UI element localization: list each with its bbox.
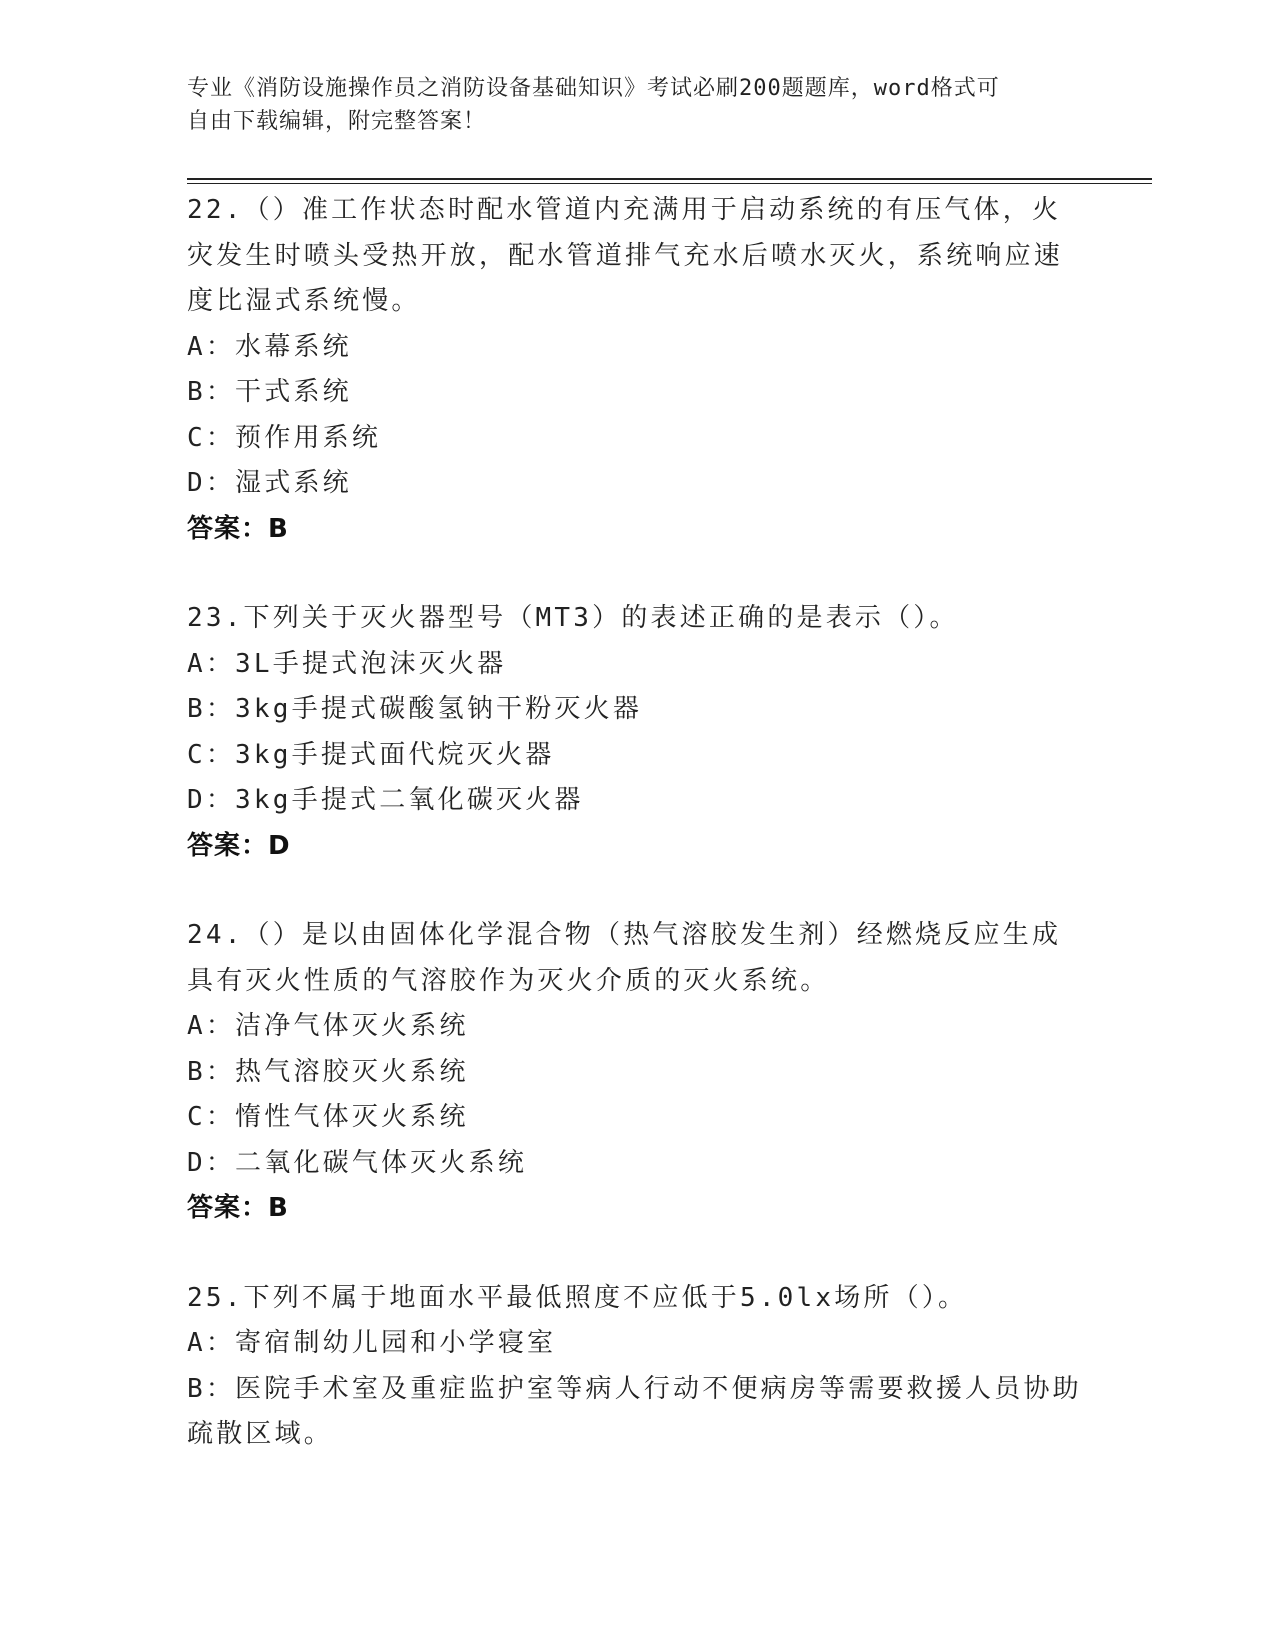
document-header xyxy=(187,72,1067,138)
answer-label: 答案：B xyxy=(187,513,289,544)
option-c: C：惰性气体灭火系统 xyxy=(187,1102,469,1132)
answer-label: 答案：D xyxy=(187,830,291,861)
question-text: 24.（）是以由固体化学混合物（热气溶胶发生剂）经燃烧反应生成具有灭火性质的气溶胶作为灭火介质的灭火系统。 xyxy=(187,920,1062,996)
question-text: 25.下列不属于地面水平最低照度不应低于5.0lx场所（）。 xyxy=(187,1282,968,1313)
header-line-1: 专业《消防设施操作员之消防设备基础知识》考试必刷200题题库，word格式可 xyxy=(187,76,1000,101)
header-divider-thin xyxy=(187,183,1152,184)
spacer xyxy=(187,552,1087,596)
option-d: D：湿式系统 xyxy=(187,468,352,498)
option-a: A：水幕系统 xyxy=(187,331,352,362)
question-25 xyxy=(187,1276,1087,1458)
option-d: D：3kg手提式二氧化碳灭火器 xyxy=(187,785,584,815)
header-line-2: 自由下载编辑，附完整答案！ xyxy=(187,109,487,134)
answer-label: 答案：B xyxy=(187,1193,289,1223)
option-c: C：3kg手提式面代烷灭火器 xyxy=(187,739,555,770)
header-divider-thick xyxy=(187,178,1152,180)
option-b: B：医院手术室及重症监护室等病人行动不便病房等需要救援人员协助疏散区域。 xyxy=(187,1373,1082,1449)
question-24 xyxy=(187,913,1087,1232)
option-b: B：热气溶胶灭火系统 xyxy=(187,1056,469,1087)
option-b: B：3kg手提式碳酸氢钠干粉灭火器 xyxy=(187,694,643,724)
option-a: A：3L手提式泡沫灭火器 xyxy=(187,648,507,679)
question-text: 23.下列关于灭火器型号（MT3）的表述正确的是表示（）。 xyxy=(187,603,959,633)
spacer xyxy=(187,869,1087,913)
option-d: D：二氧化碳气体灭火系统 xyxy=(187,1147,528,1178)
option-a: A：寄宿制幼儿园和小学寝室 xyxy=(187,1328,557,1358)
question-23 xyxy=(187,596,1087,869)
spacer xyxy=(187,1232,1087,1276)
option-b: B：干式系统 xyxy=(187,377,352,407)
option-a: A：洁净气体灭火系统 xyxy=(187,1011,469,1041)
question-list xyxy=(187,188,1087,1458)
option-c: C：预作用系统 xyxy=(187,422,382,453)
question-text: 22.（）准工作状态时配水管道内充满用于启动系统的有压气体，火灾发生时喷头受热开放，配水管道排气充水后喷水灭火，系统响应速度比湿式系统慢。 xyxy=(187,195,1064,316)
question-22 xyxy=(187,188,1087,552)
